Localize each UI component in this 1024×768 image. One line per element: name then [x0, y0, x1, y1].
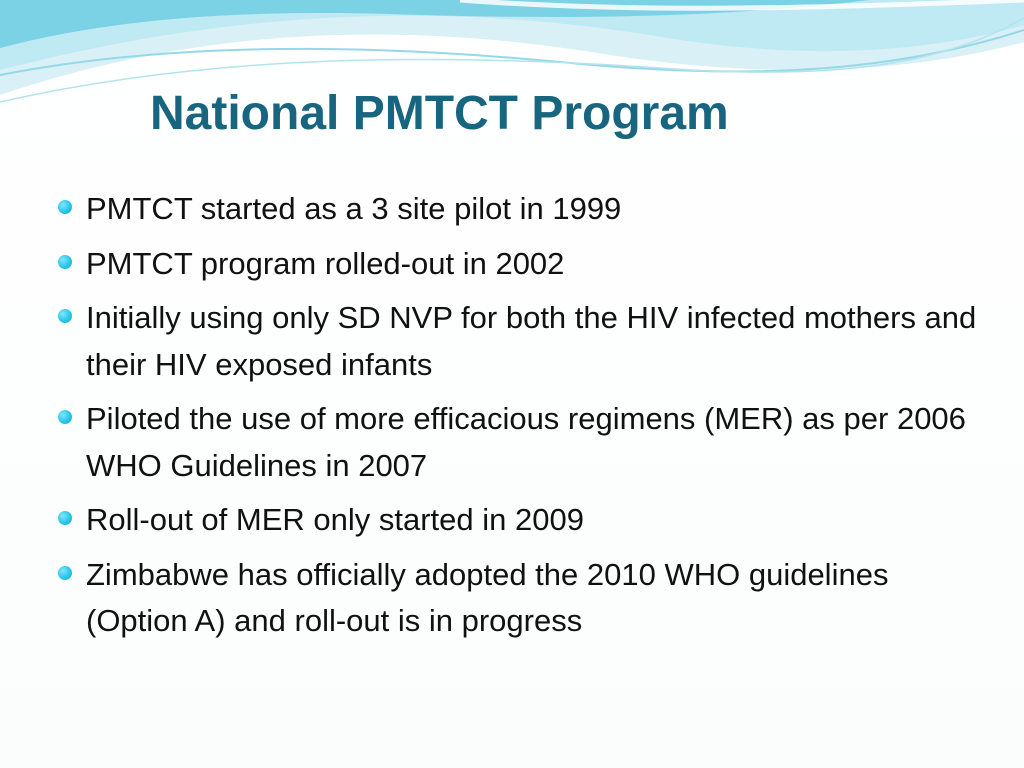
- bullet-text: PMTCT started as a 3 site pilot in 1999: [86, 191, 622, 226]
- bullet-item: [58, 241, 978, 288]
- bullet-text: Piloted the use of more efficacious regimens (MER) as per 2006 WHO Guidelines in 2007: [86, 401, 966, 483]
- bullet-text: Initially using only SD NVP for both the HIV infected mothers and their HIV exposed infants: [86, 300, 977, 382]
- bullet-dot-icon: [58, 200, 72, 214]
- bullet-item: [58, 497, 978, 544]
- bullet-dot-icon: [58, 410, 72, 424]
- bullet-dot-icon: [58, 511, 72, 525]
- bullet-dot-icon: [58, 566, 72, 580]
- bullet-text: PMTCT program rolled-out in 2002: [86, 245, 565, 281]
- bullet-item: [58, 295, 978, 388]
- bullet-dot-icon: [58, 255, 72, 269]
- bullet-text: Zimbabwe has officially adopted the 2010 WHO guidelines (Option A) and roll-out is in progress: [86, 556, 889, 638]
- bullet-item: [58, 186, 978, 233]
- slide-title: National PMTCT Program: [150, 87, 729, 140]
- bullet-item: [58, 552, 978, 645]
- bullet-dot-icon: [58, 309, 72, 323]
- bullet-text: Roll-out of MER only started in 2009: [86, 502, 584, 537]
- bullet-item: [58, 396, 978, 489]
- bullet-list: [58, 186, 978, 653]
